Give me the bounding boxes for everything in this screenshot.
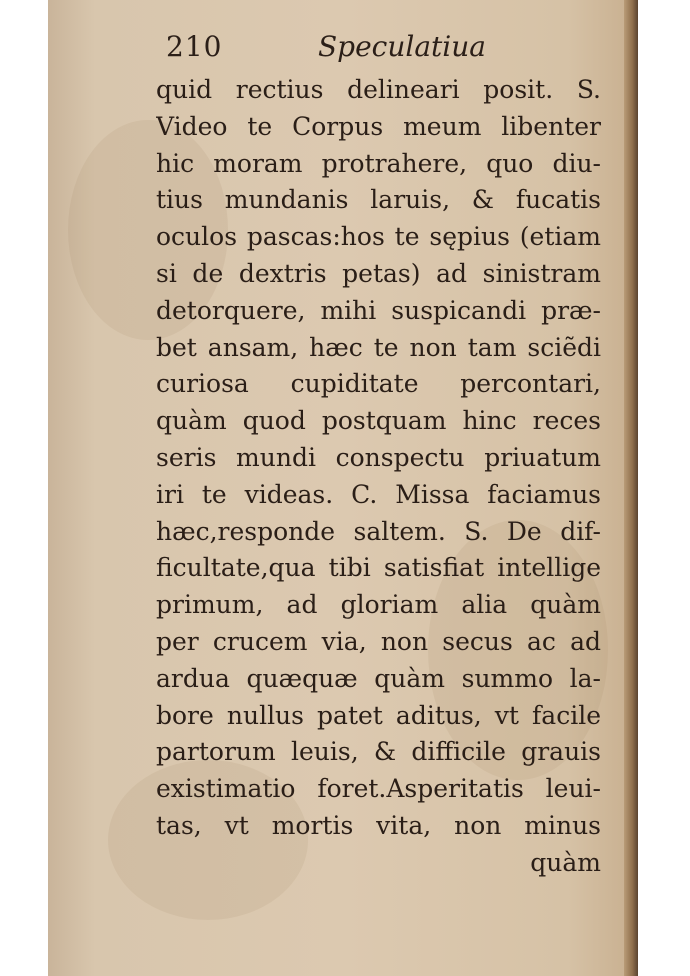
text-line: quid rectius delineari posit. S.	[156, 75, 601, 104]
text-line: bore nullus patet aditus, vt facile	[156, 700, 601, 730]
text-line: si de dextris petas) ad sinistram	[156, 258, 601, 288]
catchword: quàm	[530, 847, 601, 877]
text-line: hic moram protrahere, quo diu-	[156, 148, 601, 178]
page-header	[48, 30, 638, 70]
text-line: per crucem via, non secus ac ad	[156, 626, 601, 656]
text-line: bet ansam, hæc te non tam sciẽdi	[156, 332, 601, 362]
text-line: partorum leuis, & difficile grauis	[156, 737, 601, 767]
page-number: 210	[166, 30, 223, 63]
text-line: detorquere, mihi suspicandi præ-	[156, 295, 601, 325]
text-line: curiosa cupiditate percontari,	[156, 369, 601, 399]
text-line: Video te Corpus meum libenter	[156, 111, 601, 141]
page-edge	[624, 0, 638, 976]
text-line: seris mundi conspectu priuatum	[156, 442, 601, 472]
book-page	[48, 0, 638, 976]
text-line: hæc,responde saltem. S. De dif-	[156, 516, 601, 546]
text-line: tas, vt mortis vita, non minus	[156, 810, 601, 840]
text-line: tius mundanis laruis, & fucatis	[156, 185, 601, 215]
body-text	[156, 72, 601, 882]
text-line: quàm quod postquam hinc reces	[156, 406, 601, 436]
text-line: ardua quæquæ quàm summo la-	[156, 663, 601, 693]
running-head: Speculatiua	[318, 30, 486, 63]
text-line: iri te videas. C. Missa faciamus	[156, 479, 601, 509]
text-line: existimatio foret.Asperitatis leui-	[156, 774, 601, 804]
text-line: ficultate,qua tibi satisfiat intellige	[156, 553, 601, 583]
text-line: primum, ad gloriam alia quàm	[156, 590, 601, 620]
text-line: oculos pascas:hos te sępius (etiam	[156, 222, 601, 252]
